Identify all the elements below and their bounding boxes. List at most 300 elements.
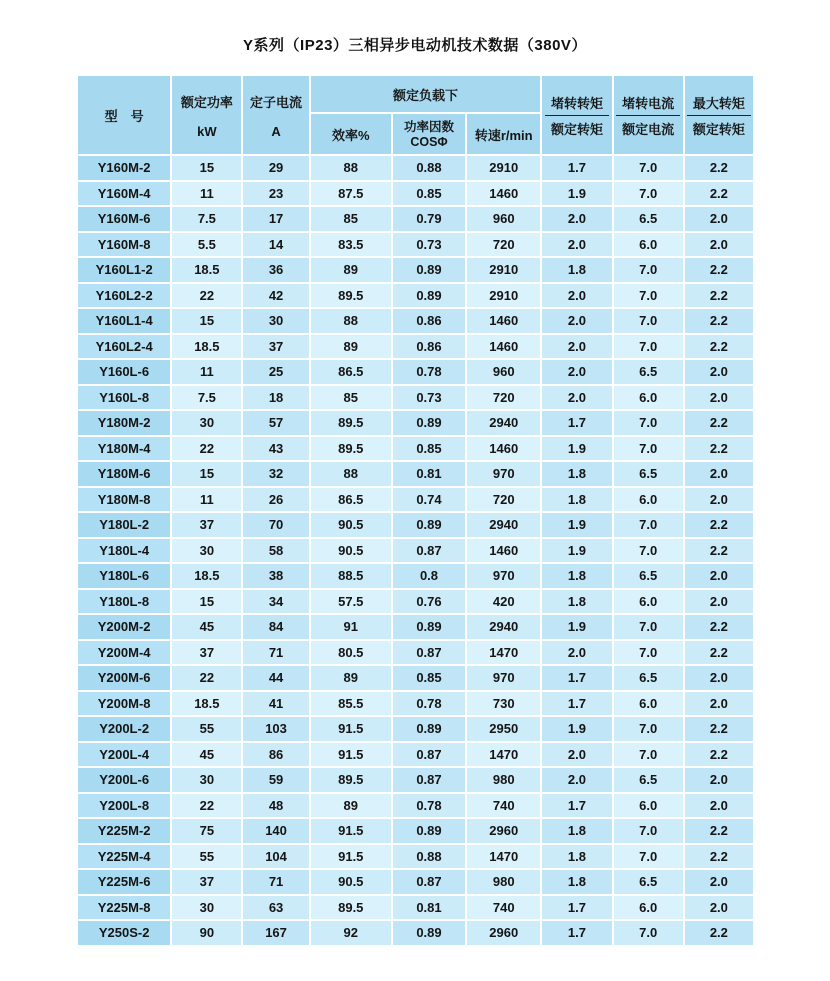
table-row <box>78 743 753 767</box>
value-cell: 2.0 <box>542 743 611 767</box>
value-cell: 0.78 <box>393 692 465 716</box>
table-row <box>78 182 753 206</box>
value-cell: 2.2 <box>685 258 753 282</box>
value-cell: 71 <box>243 870 308 894</box>
value-cell: 15 <box>172 309 241 333</box>
value-cell: 2.0 <box>542 284 611 308</box>
value-cell: 88 <box>311 156 391 180</box>
value-cell: 6.5 <box>614 870 683 894</box>
value-cell: 0.79 <box>393 207 465 231</box>
value-cell: 1470 <box>467 641 540 665</box>
value-cell: 85 <box>311 386 391 410</box>
value-cell: 91.5 <box>311 743 391 767</box>
value-cell: 1.8 <box>542 590 611 614</box>
value-cell: 1460 <box>467 437 540 461</box>
value-cell: 18.5 <box>172 692 241 716</box>
value-cell: 1.9 <box>542 182 611 206</box>
value-cell: 91.5 <box>311 717 391 741</box>
table-row <box>78 411 753 435</box>
value-cell: 167 <box>243 921 308 945</box>
value-cell: 1460 <box>467 309 540 333</box>
value-cell: 70 <box>243 513 308 537</box>
header-rated-power <box>172 76 241 154</box>
value-cell: 0.85 <box>393 437 465 461</box>
value-cell: 41 <box>243 692 308 716</box>
value-cell: 22 <box>172 794 241 818</box>
table-row <box>78 156 753 180</box>
table-row <box>78 615 753 639</box>
value-cell: 2.2 <box>685 743 753 767</box>
value-cell: 11 <box>172 488 241 512</box>
model-cell: Y160L-6 <box>78 360 170 384</box>
model-cell: Y250S-2 <box>78 921 170 945</box>
value-cell: 7.0 <box>614 156 683 180</box>
table-row <box>78 513 753 537</box>
value-cell: 2.0 <box>685 692 753 716</box>
value-cell: 7.0 <box>614 258 683 282</box>
table-row <box>78 360 753 384</box>
value-cell: 970 <box>467 564 540 588</box>
model-cell: Y200L-8 <box>78 794 170 818</box>
value-cell: 1.8 <box>542 258 611 282</box>
value-cell: 2.0 <box>685 360 753 384</box>
value-cell: 11 <box>172 182 241 206</box>
value-cell: 1460 <box>467 182 540 206</box>
value-cell: 59 <box>243 768 308 792</box>
value-cell: 0.74 <box>393 488 465 512</box>
value-cell: 30 <box>172 896 241 920</box>
value-cell: 42 <box>243 284 308 308</box>
header-locked-torque-den: 额定转矩 <box>550 121 603 137</box>
value-cell: 91.5 <box>311 845 391 869</box>
header-stator-current-unit: A <box>271 123 281 139</box>
model-cell: Y160M-8 <box>78 233 170 257</box>
value-cell: 2.2 <box>685 641 753 665</box>
value-cell: 6.5 <box>614 564 683 588</box>
header-speed-label: 转速r/min <box>474 127 533 143</box>
value-cell: 2960 <box>467 819 540 843</box>
value-cell: 2.2 <box>685 156 753 180</box>
value-cell: 7.0 <box>614 284 683 308</box>
value-cell: 34 <box>243 590 308 614</box>
table-row <box>78 717 753 741</box>
model-cell: Y160M-2 <box>78 156 170 180</box>
value-cell: 91 <box>311 615 391 639</box>
value-cell: 0.89 <box>393 284 465 308</box>
value-cell: 89.5 <box>311 411 391 435</box>
value-cell: 6.5 <box>614 360 683 384</box>
header-locked-torque-ratio <box>542 76 611 154</box>
value-cell: 2.2 <box>685 615 753 639</box>
value-cell: 43 <box>243 437 308 461</box>
value-cell: 2.0 <box>685 488 753 512</box>
table-row <box>78 794 753 818</box>
model-cell: Y180M-8 <box>78 488 170 512</box>
header-max-torque-den: 额定转矩 <box>692 121 745 137</box>
value-cell: 89.5 <box>311 284 391 308</box>
header-stator-current <box>243 76 308 154</box>
value-cell: 90.5 <box>311 870 391 894</box>
value-cell: 0.89 <box>393 411 465 435</box>
model-cell: Y225M-6 <box>78 870 170 894</box>
value-cell: 1.8 <box>542 819 611 843</box>
value-cell: 38 <box>243 564 308 588</box>
value-cell: 1460 <box>467 335 540 359</box>
value-cell: 0.86 <box>393 335 465 359</box>
value-cell: 91.5 <box>311 819 391 843</box>
value-cell: 0.81 <box>393 896 465 920</box>
value-cell: 0.89 <box>393 615 465 639</box>
value-cell: 36 <box>243 258 308 282</box>
value-cell: 90.5 <box>311 513 391 537</box>
value-cell: 1.7 <box>542 156 611 180</box>
value-cell: 6.5 <box>614 462 683 486</box>
value-cell: 2940 <box>467 411 540 435</box>
value-cell: 7.0 <box>614 641 683 665</box>
value-cell: 6.0 <box>614 233 683 257</box>
value-cell: 0.87 <box>393 641 465 665</box>
value-cell: 22 <box>172 437 241 461</box>
table-row <box>78 819 753 843</box>
value-cell: 6.0 <box>614 794 683 818</box>
value-cell: 37 <box>172 513 241 537</box>
value-cell: 2.0 <box>685 768 753 792</box>
value-cell: 58 <box>243 539 308 563</box>
table-row <box>78 233 753 257</box>
model-cell: Y200L-4 <box>78 743 170 767</box>
value-cell: 7.0 <box>614 513 683 537</box>
value-cell: 7.0 <box>614 819 683 843</box>
value-cell: 88 <box>311 309 391 333</box>
value-cell: 2.0 <box>685 794 753 818</box>
value-cell: 90 <box>172 921 241 945</box>
value-cell: 730 <box>467 692 540 716</box>
model-cell: Y160L-8 <box>78 386 170 410</box>
value-cell: 7.0 <box>614 182 683 206</box>
value-cell: 720 <box>467 233 540 257</box>
value-cell: 0.87 <box>393 870 465 894</box>
value-cell: 0.8 <box>393 564 465 588</box>
value-cell: 45 <box>172 743 241 767</box>
value-cell: 0.86 <box>393 309 465 333</box>
table-row <box>78 896 753 920</box>
model-cell: Y160L1-2 <box>78 258 170 282</box>
table-row <box>78 870 753 894</box>
value-cell: 75 <box>172 819 241 843</box>
value-cell: 2.2 <box>685 921 753 945</box>
value-cell: 89 <box>311 794 391 818</box>
value-cell: 1.9 <box>542 539 611 563</box>
value-cell: 29 <box>243 156 308 180</box>
header-max-torque-ratio <box>685 76 753 154</box>
value-cell: 2.0 <box>542 309 611 333</box>
value-cell: 1.9 <box>542 513 611 537</box>
value-cell: 55 <box>172 717 241 741</box>
value-cell: 30 <box>172 768 241 792</box>
value-cell: 22 <box>172 284 241 308</box>
value-cell: 2.0 <box>685 386 753 410</box>
table-row <box>78 462 753 486</box>
value-cell: 7.0 <box>614 335 683 359</box>
header-efficiency <box>311 114 391 154</box>
value-cell: 2.0 <box>685 233 753 257</box>
header-locked-torque-num: 堵转转矩 <box>550 95 603 111</box>
value-cell: 1.8 <box>542 488 611 512</box>
table-row <box>78 590 753 614</box>
header-rated-power-unit: kW <box>197 123 217 139</box>
table-row <box>78 258 753 282</box>
value-cell: 7.0 <box>614 539 683 563</box>
value-cell: 11 <box>172 360 241 384</box>
value-cell: 15 <box>172 156 241 180</box>
value-cell: 45 <box>172 615 241 639</box>
value-cell: 48 <box>243 794 308 818</box>
value-cell: 23 <box>243 182 308 206</box>
value-cell: 2.2 <box>685 309 753 333</box>
model-cell: Y160L2-2 <box>78 284 170 308</box>
value-cell: 0.87 <box>393 539 465 563</box>
value-cell: 1.7 <box>542 896 611 920</box>
value-cell: 2.0 <box>542 641 611 665</box>
value-cell: 2.2 <box>685 411 753 435</box>
header-locked-current-num: 堵转电流 <box>622 95 675 111</box>
value-cell: 1.8 <box>542 845 611 869</box>
header-power-factor <box>393 114 465 154</box>
value-cell: 1470 <box>467 845 540 869</box>
model-cell: Y200M-8 <box>78 692 170 716</box>
value-cell: 0.73 <box>393 233 465 257</box>
value-cell: 2.0 <box>685 896 753 920</box>
value-cell: 25 <box>243 360 308 384</box>
model-cell: Y160L2-4 <box>78 335 170 359</box>
value-cell: 86 <box>243 743 308 767</box>
value-cell: 1.7 <box>542 921 611 945</box>
value-cell: 88 <box>311 462 391 486</box>
value-cell: 18.5 <box>172 335 241 359</box>
value-cell: 1460 <box>467 539 540 563</box>
value-cell: 0.85 <box>393 182 465 206</box>
value-cell: 7.5 <box>172 207 241 231</box>
value-cell: 86.5 <box>311 360 391 384</box>
value-cell: 7.0 <box>614 411 683 435</box>
value-cell: 6.5 <box>614 768 683 792</box>
value-cell: 7.0 <box>614 437 683 461</box>
value-cell: 6.5 <box>614 666 683 690</box>
value-cell: 26 <box>243 488 308 512</box>
value-cell: 0.89 <box>393 717 465 741</box>
value-cell: 0.85 <box>393 666 465 690</box>
value-cell: 2.0 <box>542 386 611 410</box>
value-cell: 2.0 <box>685 462 753 486</box>
value-cell: 90.5 <box>311 539 391 563</box>
value-cell: 2.2 <box>685 717 753 741</box>
model-cell: Y160M-4 <box>78 182 170 206</box>
table-row <box>78 284 753 308</box>
value-cell: 2.0 <box>542 360 611 384</box>
table-header <box>78 76 753 154</box>
value-cell: 0.81 <box>393 462 465 486</box>
table-row <box>78 335 753 359</box>
value-cell: 17 <box>243 207 308 231</box>
table-row <box>78 488 753 512</box>
value-cell: 2940 <box>467 615 540 639</box>
table-row <box>78 207 753 231</box>
header-locked-current-ratio <box>614 76 683 154</box>
value-cell: 30 <box>172 411 241 435</box>
value-cell: 15 <box>172 590 241 614</box>
value-cell: 88.5 <box>311 564 391 588</box>
value-cell: 37 <box>172 870 241 894</box>
value-cell: 104 <box>243 845 308 869</box>
value-cell: 0.89 <box>393 819 465 843</box>
model-cell: Y180M-4 <box>78 437 170 461</box>
header-power-factor-label: 功率因数 <box>403 119 454 134</box>
value-cell: 0.78 <box>393 794 465 818</box>
value-cell: 44 <box>243 666 308 690</box>
table-row <box>78 641 753 665</box>
header-max-torque-num: 最大转矩 <box>692 95 745 111</box>
table-row <box>78 539 753 563</box>
value-cell: 89 <box>311 258 391 282</box>
model-cell: Y200M-4 <box>78 641 170 665</box>
value-cell: 0.76 <box>393 590 465 614</box>
value-cell: 2.0 <box>685 564 753 588</box>
value-cell: 1.8 <box>542 870 611 894</box>
fraction-bar <box>545 115 609 116</box>
fraction-bar <box>616 115 680 116</box>
value-cell: 0.87 <box>393 743 465 767</box>
header-stator-current-label: 定子电流 <box>250 94 303 110</box>
table-row <box>78 692 753 716</box>
value-cell: 0.88 <box>393 156 465 180</box>
value-cell: 2960 <box>467 921 540 945</box>
value-cell: 83.5 <box>311 233 391 257</box>
model-cell: Y160L1-4 <box>78 309 170 333</box>
value-cell: 32 <box>243 462 308 486</box>
value-cell: 2.0 <box>542 207 611 231</box>
model-cell: Y180M-2 <box>78 411 170 435</box>
value-cell: 7.0 <box>614 615 683 639</box>
value-cell: 2910 <box>467 258 540 282</box>
value-cell: 37 <box>172 641 241 665</box>
header-locked-current-den: 额定电流 <box>622 121 675 137</box>
value-cell: 2.2 <box>685 335 753 359</box>
value-cell: 15 <box>172 462 241 486</box>
value-cell: 2950 <box>467 717 540 741</box>
value-cell: 0.89 <box>393 921 465 945</box>
value-cell: 720 <box>467 386 540 410</box>
value-cell: 0.89 <box>393 258 465 282</box>
value-cell: 6.0 <box>614 488 683 512</box>
value-cell: 89 <box>311 666 391 690</box>
model-cell: Y225M-8 <box>78 896 170 920</box>
value-cell: 740 <box>467 896 540 920</box>
value-cell: 87.5 <box>311 182 391 206</box>
value-cell: 89.5 <box>311 437 391 461</box>
value-cell: 980 <box>467 768 540 792</box>
value-cell: 6.0 <box>614 590 683 614</box>
model-cell: Y200M-6 <box>78 666 170 690</box>
value-cell: 0.88 <box>393 845 465 869</box>
header-model <box>78 76 170 154</box>
value-cell: 92 <box>311 921 391 945</box>
value-cell: 18.5 <box>172 564 241 588</box>
value-cell: 2.2 <box>685 539 753 563</box>
table-row <box>78 437 753 461</box>
page-title: Y系列（IP23）三相异步电动机技术数据（380V） <box>243 37 587 54</box>
value-cell: 57 <box>243 411 308 435</box>
model-cell: Y200L-6 <box>78 768 170 792</box>
value-cell: 2.2 <box>685 513 753 537</box>
table-row <box>78 386 753 410</box>
fraction-bar <box>687 115 751 116</box>
value-cell: 89 <box>311 335 391 359</box>
value-cell: 89.5 <box>311 896 391 920</box>
value-cell: 55 <box>172 845 241 869</box>
value-cell: 6.0 <box>614 692 683 716</box>
table-row <box>78 768 753 792</box>
header-model-label: 型 号 <box>104 108 144 124</box>
value-cell: 0.78 <box>393 360 465 384</box>
value-cell: 2.2 <box>685 845 753 869</box>
value-cell: 0.89 <box>393 513 465 537</box>
value-cell: 7.0 <box>614 921 683 945</box>
model-cell: Y160M-6 <box>78 207 170 231</box>
value-cell: 37 <box>243 335 308 359</box>
value-cell: 103 <box>243 717 308 741</box>
value-cell: 2.2 <box>685 819 753 843</box>
value-cell: 85.5 <box>311 692 391 716</box>
header-efficiency-label: 效率% <box>331 127 370 143</box>
value-cell: 2.0 <box>685 590 753 614</box>
value-cell: 30 <box>243 309 308 333</box>
value-cell: 86.5 <box>311 488 391 512</box>
value-cell: 6.0 <box>614 386 683 410</box>
value-cell: 2.0 <box>542 335 611 359</box>
value-cell: 2.2 <box>685 284 753 308</box>
value-cell: 1.7 <box>542 692 611 716</box>
motor-data-table <box>76 74 755 947</box>
model-cell: Y180L-6 <box>78 564 170 588</box>
value-cell: 960 <box>467 207 540 231</box>
value-cell: 1.9 <box>542 615 611 639</box>
value-cell: 2910 <box>467 284 540 308</box>
value-cell: 960 <box>467 360 540 384</box>
table-row <box>78 309 753 333</box>
value-cell: 7.0 <box>614 743 683 767</box>
value-cell: 84 <box>243 615 308 639</box>
value-cell: 140 <box>243 819 308 843</box>
table-row <box>78 845 753 869</box>
value-cell: 1.9 <box>542 717 611 741</box>
value-cell: 2.0 <box>542 768 611 792</box>
model-cell: Y180L-4 <box>78 539 170 563</box>
value-cell: 0.87 <box>393 768 465 792</box>
value-cell: 18 <box>243 386 308 410</box>
table-body <box>78 156 753 945</box>
value-cell: 2.0 <box>542 233 611 257</box>
header-power-factor-symbol: COSΦ <box>410 135 448 149</box>
value-cell: 0.73 <box>393 386 465 410</box>
value-cell: 2.2 <box>685 182 753 206</box>
value-cell: 6.0 <box>614 896 683 920</box>
model-cell: Y225M-4 <box>78 845 170 869</box>
value-cell: 2940 <box>467 513 540 537</box>
value-cell: 63 <box>243 896 308 920</box>
value-cell: 80.5 <box>311 641 391 665</box>
value-cell: 71 <box>243 641 308 665</box>
value-cell: 22 <box>172 666 241 690</box>
